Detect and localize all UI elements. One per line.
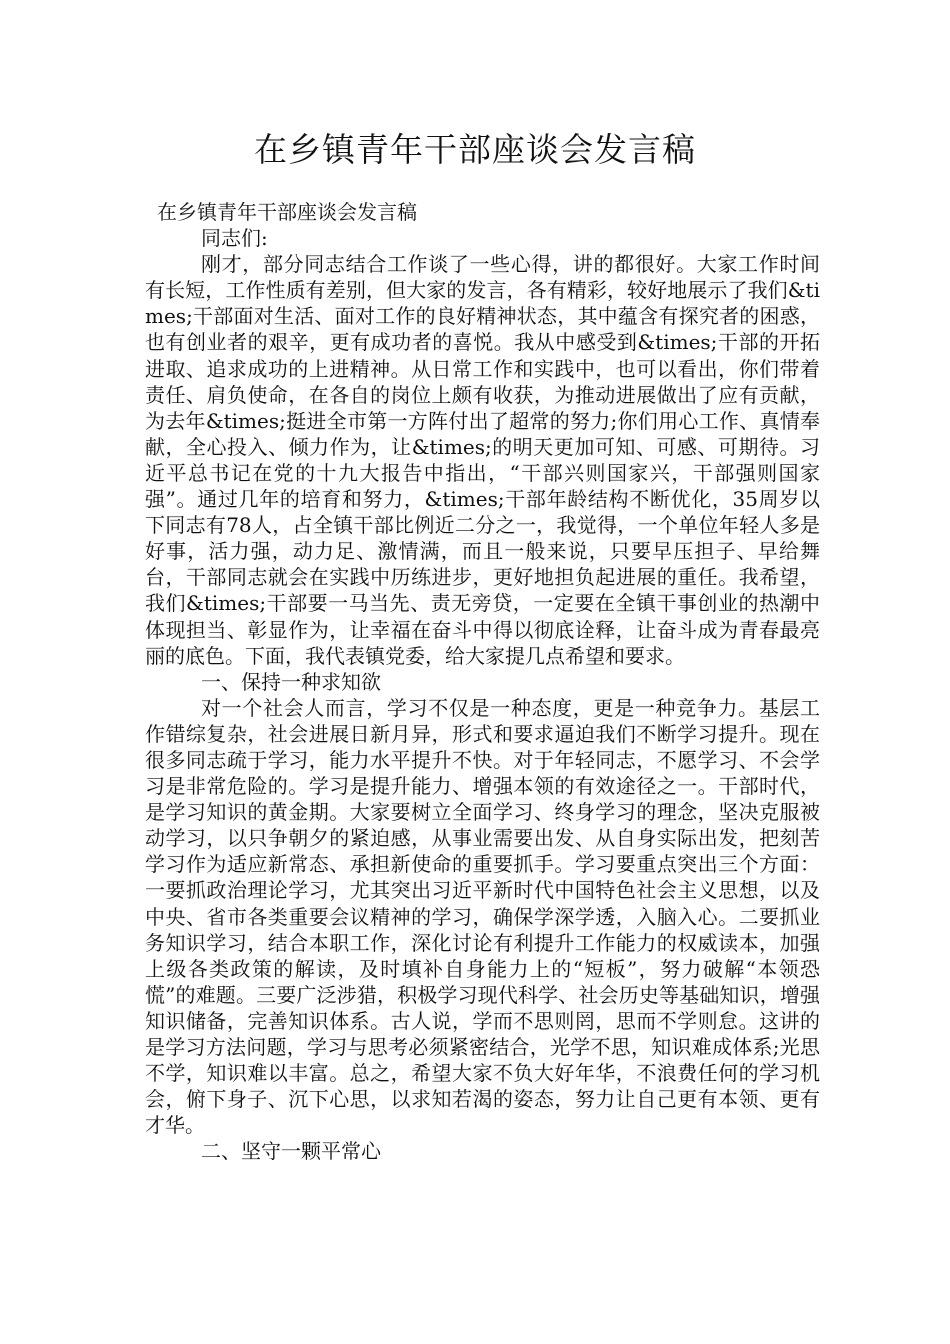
paragraph-opening: 刚才，部分同志结合工作谈了一些心得，讲的都很好。大家工作时间有长短，工作性质有差别，但大家的发言，各有精彩，较好地展示了我们&times;干部面对生活、面对工作的良好精神状态，其中蕴含有探究者的困惑，也有创业者的艰辛，更有成功者的喜悦。我从中感受到&times;干部的开拓进取、追求成功的上进精神。从日常工作和实践中，也可以看出，你们带着责任、肩负使命，在各自的岗位上颇有收获，为推动进展做出了应有贡献，为去年&times;挺进全市第一方阵付出了超常的努力;你们用心工作、真情奉献，全心投入、倾力作为，让&times;的明天更加可知、可感、可期待。习近平总书记在党的十九大报告中指出，“干部兴则国家兴，干部强则国家强”。通过几年的培育和努力，&times;干部年龄结构不断优化，35周岁以下同志有78人，占全镇干部比例近二分之一，我觉得，一个单位年轻人多是好事，活力强，动力足、激情满，而且一般来说，只要早压担子、早给舞台，干部同志就会在实践中历练进步，更好地担负起进展的重任。我希望，我们&times;干部要一马当先、责无旁贷，一定要在全镇干事创业的热潮中体现担当、彰显作为，让幸福在奋斗中得以彻底诠释，让奋斗成为青春最亮丽的底色。下面，我代表镇党委，给大家提几点希望和要求。: [145, 252, 820, 668]
paragraph-section-1: 对一个社会人而言，学习不仅是一种态度，更是一种竞争力。基层工作错综复杂，社会进展日新月异，形式和要求逼迫我们不断学习提升。现在很多同志疏于学习，能力水平提升不快。对于年轻同志，不愿学习、不会学习是非常危险的。学习是提升能力、增强本领的有效途径之一。干部时代，是学习知识的黄金期。大家要树立全面学习、终身学习的理念，坚决克服被动学习，以只争朝夕的紧迫感，从事业需要出发、从自身实际出发，把刻苦学习作为适应新常态、承担新使命的重要抓手。学习要重点突出三个方面：一要抓政治理论学习，尤其突出习近平新时代中国特色社会主义思想，以及中央、省市各类重要会议精神的学习，确保学深学透，入脑入心。二要抓业务知识学习，结合本职工作，深化讨论有利提升工作能力的权威读本，加强上级各类政策的解读，及时填补自身能力上的“短板”，努力破解“本领恐慌”的难题。三要广泛涉猎，积极学习现代科学、社会历史等基础知识，增强知识储备，完善知识体系。古人说，学而不思则罔，思而不学则怠。这讲的是学习方法问题，学习与思考必须紧密结合，光学不思，知识难成体系;光思不学，知识难以丰富。总之，希望大家不负大好年华，不浪费任何的学习机会，俯下身子、沉下心思，以求知若渴的姿态，努力让自己更有本领、更有才华。: [145, 695, 820, 1138]
section-heading-1: 一、保持一种求知欲: [201, 669, 381, 694]
salutation: 同志们:: [201, 226, 268, 251]
section-heading-2: 二、坚守一颗平常心: [201, 1139, 381, 1164]
document-title: 在乡镇青年干部座谈会发言稿: [254, 130, 696, 169]
document-body: [145, 199, 820, 1164]
document-subtitle: 在乡镇青年干部座谈会发言稿: [157, 200, 417, 224]
